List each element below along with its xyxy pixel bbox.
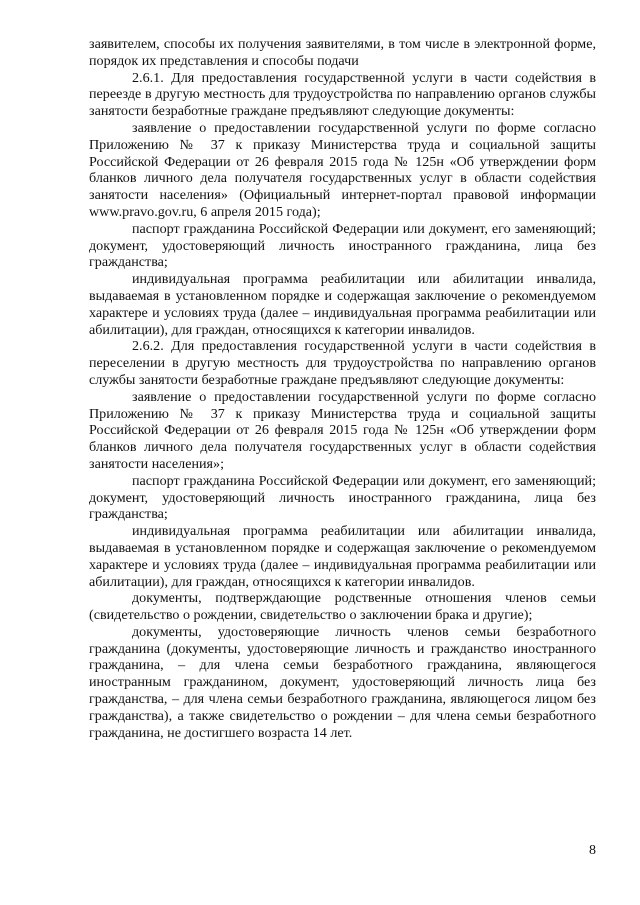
paragraph-rehab-program-resettlement: индивидуальная программа реабилитации или абилитации инвалида, выдаваемая в установленном порядке и содержащая заключение о рекомендуемом характере и условиях труда (далее – индивидуальная программа реабилитации или абилитации), для граждан, относящихся к категории инвалидов. <box>89 523 596 590</box>
paragraph-family-relation-docs: документы, подтверждающие родственные отношения членов семьи (свидетельство о рождении, свидетельство о заключении брака и другие); <box>89 590 596 624</box>
paragraph-continuation: заявителем, способы их получения заявителями, в том числе в электронной форме, порядок их представления и способы подачи <box>89 36 596 69</box>
paragraph-passport-relocation: паспорт гражданина Российской Федерации или документ, его заменяющий; документ, удостоверяющий личность иностранного гражданина, лица без гражданства; <box>89 220 596 271</box>
paragraph-rehab-program-relocation: индивидуальная программа реабилитации или абилитации инвалида, выдаваемая в установленном порядке и содержащая заключение о рекомендуемом характере и условиях труда (далее – индивидуальная программа реабилитации или абилитации), для граждан, относящихся к категории инвалидов. <box>89 271 596 338</box>
paragraph-2-6-1: 2.6.1. Для предоставления государственной услуги в части содействия в переезде в другую местность для трудоустройства по направлению органов службы занятости безработные граждане предъявляют следующие документы: <box>89 69 596 120</box>
paragraph-passport-resettlement: паспорт гражданина Российской Федерации или документ, его заменяющий; документ, удостоверяющий личность иностранного гражданина, лица без гражданства; <box>89 472 596 523</box>
paragraph-family-identity-docs: документы, удостоверяющие личность членов семьи безработного гражданина (документы, удостоверяющие личность и гражданство иностранного гражданина, – для члена семьи безработного гражданина, являющегося иностранным гражданином, документ, удостоверяющий личность лица без гражданства, – для члена семьи безработного гражданина, являющегося лицом без гражданства), а также свидетельство о рождении – для члена семьи безработного гражданина, не достигшего возраста 14 лет. <box>89 623 596 741</box>
paragraph-2-6-2: 2.6.2. Для предоставления государственной услуги в части содействия в переселении в другую местность для трудоустройства по направлению органов службы занятости безработные граждане предъявляют следующие документы: <box>89 338 596 388</box>
paragraph-application-resettlement: заявление о предоставлении государственной услуги по форме согласно Приложению № 37 к приказу Министерства труда и социальной защиты Российской Федерации от 26 февраля 2015 года № 125н «Об утверждении форм бланков личного дела получателя государственных услуг в области содействия занятости населения»; <box>89 388 596 472</box>
page-number: 8 <box>589 843 596 858</box>
paragraph-application-relocation: заявление о предоставлении государственной услуги по форме согласно Приложению № 37 к приказу Министерства труда и социальной защиты Российской Федерации от 26 февраля 2015 года № 125н «Об утверждении форм бланков личного дела получателя государственных услуг в области содействия занятости населения» (Официальный интернет-портал правовой информации www.pravo.gov.ru, 6 апреля 2015 года); <box>89 119 596 220</box>
document-body <box>89 36 596 741</box>
